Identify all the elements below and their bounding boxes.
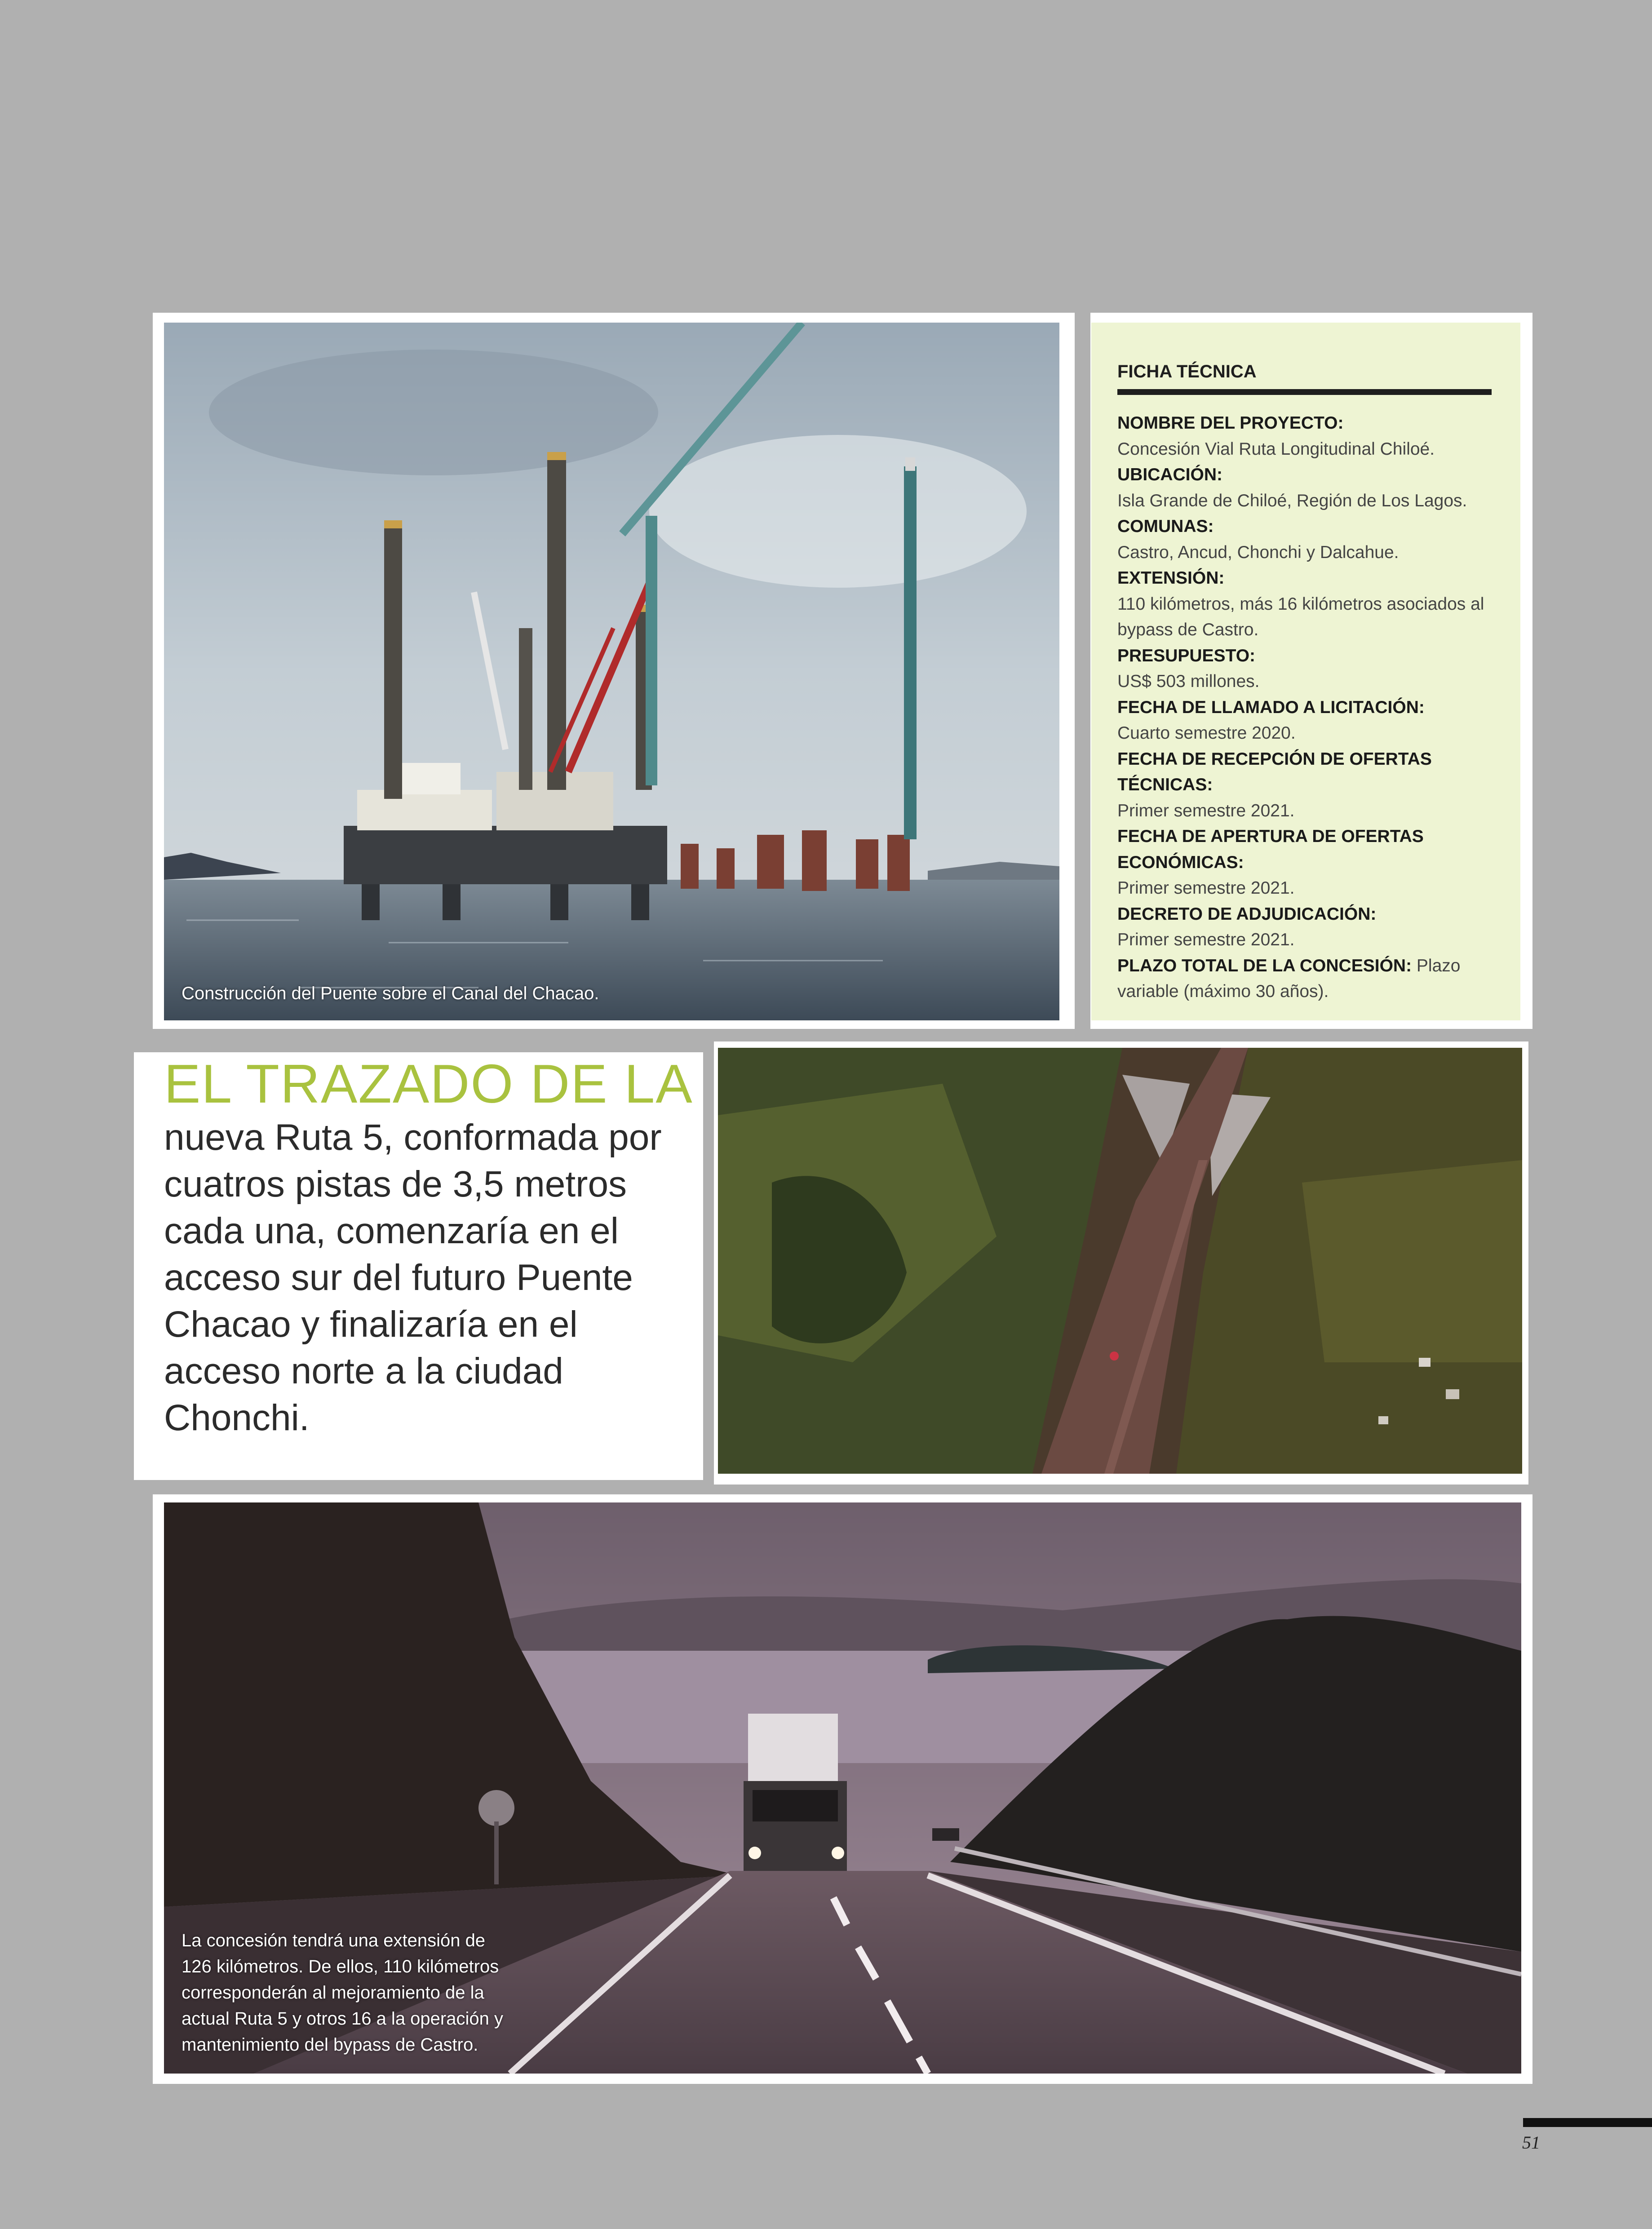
info-item-inline: [1117, 953, 1504, 1005]
photo-aerial-road: [718, 1048, 1522, 1474]
info-value: Primer semestre 2021.: [1117, 878, 1295, 898]
info-value: Primer semestre 2021.: [1117, 801, 1295, 820]
info-label: EXTENSIÓN:: [1117, 568, 1225, 588]
info-value: Isla Grande de Chiloé, Región de Los Lagos.: [1117, 491, 1467, 510]
caption-bridge: Construcción del Puente sobre el Canal del Chacao.: [182, 984, 599, 1003]
info-value: Concesión Vial Ruta Longitudinal Chiloé.: [1117, 439, 1435, 459]
info-value: 110 kilómetros, más 16 kilómetros asociados al bypass de Castro.: [1117, 594, 1484, 639]
page-number: 51: [1522, 2132, 1540, 2153]
info-value: US$ 503 millones.: [1117, 672, 1260, 691]
info-box-list: [1117, 410, 1504, 1005]
page-number-rule: [1523, 2118, 1652, 2127]
info-label: COMUNAS:: [1117, 517, 1214, 536]
info-label: PLAZO TOTAL DE LA CONCESIÓN:: [1117, 956, 1412, 975]
info-label: NOMBRE DEL PROYECTO:: [1117, 413, 1344, 433]
info-label: DECRETO DE ADJUDICACIÓN:: [1117, 904, 1377, 924]
info-label: FECHA DE RECEPCIÓN DE OFERTAS TÉCNICAS:: [1117, 749, 1432, 794]
info-value: Cuarto semestre 2020.: [1117, 723, 1296, 743]
pull-quote-body: nueva Ruta 5, conformada por cuatros pistas de 3,5 metros cada una, comenzaría en el acceso sur del futuro Puente Chacao y finalizaría en el acceso norte a la ciudad Chonchi.: [164, 1117, 662, 1438]
info-label: FECHA DE LLAMADO A LICITACIÓN:: [1117, 697, 1425, 717]
info-label: UBICACIÓN:: [1117, 465, 1222, 484]
info-label: PRESUPUESTO:: [1117, 646, 1256, 665]
pull-quote-heading: EL TRAZADO DE LA: [164, 1053, 693, 1114]
info-label: FECHA DE APERTURA DE OFERTAS ECONÓMICAS:: [1117, 827, 1424, 872]
info-value: Castro, Ancud, Chonchi y Dalcahue.: [1117, 542, 1399, 562]
info-value: Plazo variable (máximo 30 años).: [1117, 956, 1461, 1001]
photo-bridge-construction: [164, 323, 1059, 1020]
info-value: Primer semestre 2021.: [1117, 930, 1295, 949]
caption-road: La concesión tendrá una extensión de 126 kilómetros. De ellos, 110 kilómetros corresponderán al mejoramiento de la actual Ruta 5 y otros 16 a la operación y mantenimiento del bypass de Castro.: [182, 1931, 503, 2055]
info-box-divider: [1117, 389, 1492, 395]
info-box-title: FICHA TÉCNICA: [1117, 362, 1257, 381]
